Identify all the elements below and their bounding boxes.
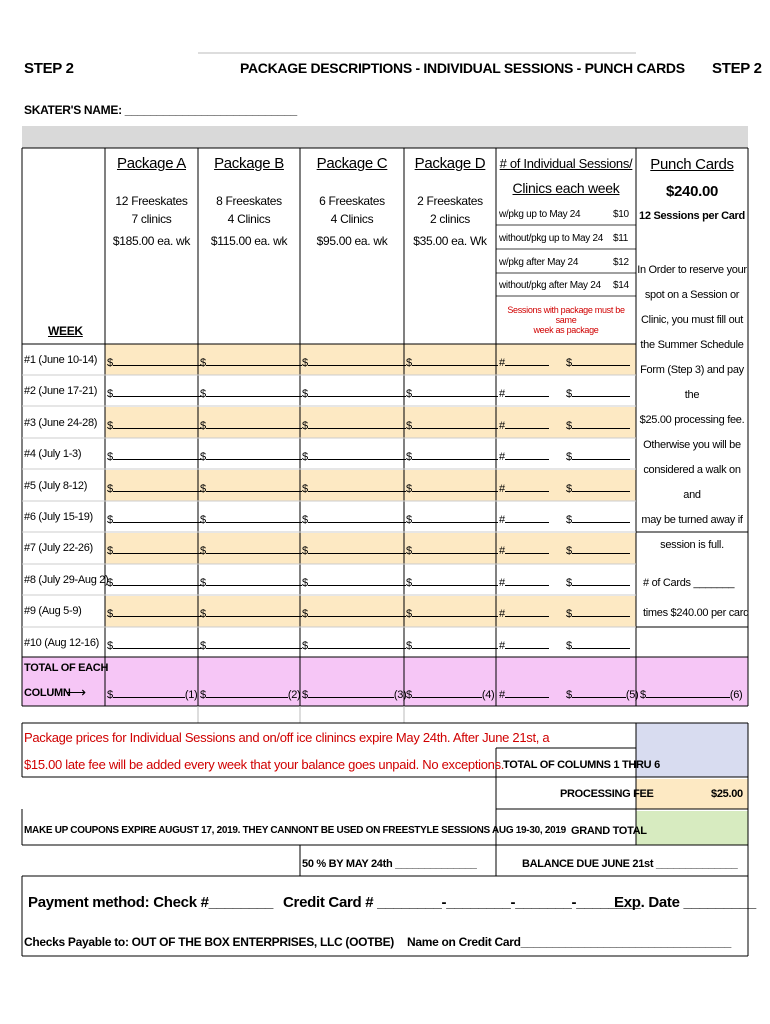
amount-blank[interactable] (412, 480, 498, 492)
amount-field[interactable] (200, 417, 302, 432)
count-blank[interactable] (505, 542, 549, 554)
amount-field[interactable] (302, 448, 406, 463)
arrow-icon: ⟶ (66, 684, 86, 700)
amount-field[interactable] (302, 354, 406, 369)
amount-blank[interactable] (113, 542, 201, 554)
hash-sign: # (499, 689, 505, 701)
amount-blank[interactable] (113, 605, 201, 617)
amount-blank[interactable] (308, 542, 406, 554)
total-blank[interactable] (308, 686, 394, 698)
amount-field[interactable] (107, 417, 201, 432)
dollar-sign: $ (302, 388, 308, 401)
exp-date-field[interactable]: Exp. Date _________ (614, 894, 756, 911)
amount-blank[interactable] (113, 574, 201, 586)
amount-blank[interactable] (572, 605, 630, 617)
amount-blank[interactable] (206, 354, 302, 366)
amount-blank[interactable] (206, 542, 302, 554)
amount-field[interactable] (406, 385, 498, 400)
package-line1: 6 Freeskates (319, 194, 385, 208)
amount-blank[interactable] (572, 574, 630, 586)
column-number: (3) (393, 689, 407, 701)
dollar-sign: $ (302, 451, 308, 464)
amount-blank[interactable] (412, 542, 498, 554)
amount-blank[interactable] (206, 605, 302, 617)
punch-price: $240.00 (665, 183, 719, 200)
package-price: $35.00 ea. Wk (413, 234, 487, 248)
week-label: #6 (July 15-19) (24, 511, 93, 523)
dollar-sign: $ (406, 514, 412, 526)
dollar-sign: $ (566, 689, 572, 701)
name-on-card-field[interactable]: Name on Credit Card_________________________________ (407, 935, 731, 949)
count-blank[interactable] (505, 354, 549, 366)
amount-blank[interactable] (113, 511, 201, 523)
package-name: Package D (414, 155, 486, 172)
dollar-sign: $ (302, 608, 308, 621)
amount-blank[interactable] (308, 605, 406, 617)
rate-price: $14 (613, 280, 629, 291)
dollar-sign: $ (200, 357, 206, 369)
week-label: #7 (July 22-26) (24, 542, 93, 555)
column-total-field[interactable] (302, 686, 406, 701)
amount-blank[interactable] (308, 417, 406, 429)
sessions-count-field[interactable] (499, 511, 549, 526)
sessions-amount-field[interactable] (566, 511, 630, 526)
sessions-amount-field[interactable] (566, 448, 630, 463)
amount-field[interactable] (200, 637, 302, 652)
sessions-amount-field[interactable] (566, 637, 630, 652)
package-line1: 12 Freeskates (115, 194, 188, 208)
amount-field[interactable] (200, 480, 302, 495)
week-label: #1 (June 10-14) (24, 354, 98, 366)
amount-blank[interactable] (412, 605, 498, 617)
week-label: #2 (June 17-21) (24, 385, 98, 398)
dollar-sign: $ (406, 608, 412, 621)
column-number: (2) (287, 689, 301, 701)
sessions-count-field[interactable] (499, 354, 549, 369)
amount-field[interactable] (107, 480, 201, 495)
package-line1: 2 Freeskates (417, 194, 483, 208)
times-per-card: times $240.00 per card (643, 607, 749, 619)
amount-blank[interactable] (113, 354, 201, 366)
dollar-sign: $ (302, 576, 308, 589)
totals-label2: COLUMN (24, 687, 71, 699)
dollar-sign: $ (566, 419, 572, 432)
amount-blank[interactable] (206, 385, 302, 397)
individual-title1: # of Individual Sessions/ (499, 156, 633, 171)
punch-title: Punch Cards (650, 156, 734, 173)
amount-blank[interactable] (572, 542, 630, 554)
amount-blank[interactable] (572, 480, 630, 492)
amount-field[interactable] (200, 385, 302, 400)
punch-info-line: may be turned away if (641, 514, 743, 526)
hash-sign: # (499, 514, 505, 526)
amount-blank[interactable] (308, 354, 406, 366)
amount-field[interactable] (406, 511, 498, 526)
package-line1: 8 Freeskates (216, 194, 282, 208)
column-number: (6) (729, 689, 743, 701)
amount-field[interactable] (200, 574, 302, 589)
amount-blank[interactable] (572, 511, 630, 523)
hash-sign: # (499, 482, 505, 495)
amount-blank[interactable] (572, 354, 630, 366)
total-blank[interactable] (646, 686, 730, 698)
sessions-count-field[interactable] (499, 417, 549, 432)
dollar-sign: $ (406, 357, 412, 369)
amount-blank[interactable] (113, 385, 201, 397)
dollar-sign: $ (406, 419, 412, 432)
punch-info-line: the Summer Schedule (640, 339, 744, 351)
punch-info-line: Otherwise you will be (643, 439, 741, 451)
dollar-sign: $ (200, 689, 206, 701)
amount-field[interactable] (302, 480, 406, 495)
dollar-sign: $ (302, 482, 308, 495)
amount-blank[interactable] (206, 417, 302, 429)
step-left: STEP 2 (24, 60, 74, 77)
notice-line2: $15.00 late fee will be added every week that your balance goes unpaid. No exceptions. (24, 757, 505, 772)
count-blank[interactable] (505, 417, 549, 429)
amount-field[interactable] (302, 417, 406, 432)
rate-price: $10 (613, 209, 629, 220)
dollar-sign: $ (566, 608, 572, 621)
dollar-sign: $ (107, 514, 113, 526)
dollar-sign: $ (200, 639, 206, 652)
count-blank[interactable] (505, 511, 549, 523)
total-blank[interactable] (206, 686, 288, 698)
week-header: WEEK (48, 324, 83, 338)
amount-blank[interactable] (308, 448, 406, 460)
processing-fee-value: $25.00 (711, 788, 743, 800)
amount-field[interactable] (302, 574, 406, 589)
package-price: $185.00 ea. wk (112, 234, 191, 248)
amount-field[interactable] (107, 574, 201, 589)
amount-blank[interactable] (412, 385, 498, 397)
amount-field[interactable] (200, 448, 302, 463)
sessions-count-field[interactable] (499, 574, 549, 589)
fifty-percent-field[interactable]: 50 % BY MAY 24th ______________ (302, 858, 477, 870)
punch-info-line: In Order to reserve your (637, 264, 747, 276)
dollar-sign: $ (107, 639, 113, 652)
total-columns-label: TOTAL OF COLUMNS 1 THRU 6 (503, 759, 660, 771)
dollar-sign: $ (566, 357, 572, 369)
note-line1: Sessions with package must be same (507, 305, 625, 325)
amount-field[interactable] (107, 605, 201, 620)
dollar-sign: $ (566, 576, 572, 589)
week-label: #8 (July 29-Aug 2) (24, 573, 109, 586)
punch-info-line: session is full. (660, 539, 724, 551)
dollar-sign: $ (107, 388, 113, 401)
amount-field[interactable] (302, 605, 406, 620)
sessions-count-field[interactable] (499, 637, 549, 652)
rate-label: w/pkg up to May 24 (499, 209, 581, 220)
week-label: #9 (Aug 5-9) (24, 605, 82, 618)
sessions-count-field[interactable] (499, 448, 549, 463)
credit-card-field[interactable]: Credit Card # ________-________-_______-________ (283, 894, 641, 911)
dollar-sign: $ (200, 608, 206, 621)
dollar-sign: $ (200, 514, 206, 526)
note-line2: week as package (533, 325, 599, 335)
dollar-sign: $ (107, 482, 113, 495)
count-blank[interactable] (505, 574, 549, 586)
coupons-notice: MAKE UP COUPONS EXPIRE AUGUST 17, 2019. THEY CANNONT BE USED ON FREESTYLE SESSIONS AUG 19-30, 2019 (24, 825, 566, 836)
amount-blank[interactable] (572, 385, 630, 397)
amount-field[interactable] (406, 480, 498, 495)
column-total-field[interactable] (406, 686, 494, 701)
hash-sign: # (499, 388, 505, 401)
amount-blank[interactable] (572, 417, 630, 429)
amount-field[interactable] (107, 542, 201, 557)
amount-field[interactable] (406, 417, 498, 432)
amount-field[interactable] (200, 542, 302, 557)
hash-sign: # (499, 639, 505, 652)
hash-sign: # (499, 608, 505, 621)
amount-field[interactable] (406, 448, 498, 463)
week-label: #5 (July 8-12) (24, 479, 88, 492)
amount-field[interactable] (406, 354, 498, 369)
amount-field[interactable] (302, 511, 406, 526)
amount-field[interactable] (406, 542, 498, 557)
amount-blank[interactable] (412, 511, 498, 523)
dollar-sign: $ (200, 482, 206, 495)
dollar-sign: $ (302, 639, 308, 652)
week-label: #10 (Aug 12-16) (24, 636, 99, 649)
package-name: Package C (316, 155, 388, 172)
amount-field[interactable] (302, 542, 406, 557)
amount-field[interactable] (107, 354, 201, 369)
sessions-amount-field[interactable] (566, 574, 630, 589)
package-name: Package A (116, 155, 187, 172)
hash-sign: # (499, 419, 505, 432)
punch-info-line: $25.00 processing fee. (639, 414, 745, 426)
dollar-sign: $ (566, 451, 572, 464)
sessions-amount-field[interactable] (566, 480, 630, 495)
dollar-sign: $ (406, 388, 412, 401)
amount-blank[interactable] (308, 637, 406, 649)
amount-field[interactable] (406, 637, 498, 652)
totals-label1: TOTAL OF EACH (24, 662, 109, 674)
week-label: #3 (June 24-28) (24, 416, 98, 429)
amount-blank[interactable] (308, 385, 406, 397)
dollar-sign: $ (302, 357, 308, 369)
count-blank[interactable] (505, 480, 549, 492)
balance-due-field[interactable]: BALANCE DUE JUNE 21st ______________ (522, 858, 738, 870)
amount-blank[interactable] (206, 480, 302, 492)
package-line2: 2 clinics (430, 212, 470, 226)
column-total-field[interactable] (200, 686, 300, 701)
column-number: (1) (184, 689, 198, 701)
amount-blank[interactable] (206, 448, 302, 460)
grand-total-label: GRAND TOTAL (571, 825, 647, 837)
dollar-sign: $ (406, 482, 412, 495)
hash-sign: # (499, 576, 505, 589)
dollar-sign: $ (107, 357, 113, 369)
amount-field[interactable] (107, 448, 201, 463)
dollar-sign: $ (107, 545, 113, 558)
dollar-sign: $ (566, 482, 572, 495)
dollar-sign: $ (200, 388, 206, 401)
hash-sign: # (499, 545, 505, 558)
rate-label: without/pkg up to May 24 (499, 233, 603, 244)
amount-blank[interactable] (206, 511, 302, 523)
amount-blank[interactable] (412, 448, 498, 460)
punch-info-line: spot on a Session or (644, 289, 740, 301)
dollar-sign: $ (107, 451, 113, 464)
amount-field[interactable] (302, 637, 406, 652)
dollar-sign: $ (640, 689, 646, 701)
dollar-sign: $ (406, 576, 412, 589)
total-blank[interactable] (412, 686, 482, 698)
sessions-count-field[interactable] (499, 480, 549, 495)
dollar-sign: $ (200, 576, 206, 589)
sessions-amount-field[interactable] (566, 385, 630, 400)
amount-blank[interactable] (206, 574, 302, 586)
dollar-sign: $ (302, 419, 308, 432)
count-blank[interactable] (505, 637, 549, 649)
rate-label: w/pkg after May 24 (499, 257, 579, 268)
count-blank[interactable] (505, 686, 549, 698)
hash-sign: # (499, 357, 505, 369)
count-blank[interactable] (505, 385, 549, 397)
dollar-sign: $ (406, 545, 412, 558)
amount-blank[interactable] (308, 574, 406, 586)
dollar-sign: $ (302, 689, 308, 701)
amount-field[interactable] (107, 511, 201, 526)
hash-sign: # (499, 451, 505, 464)
num-cards-field[interactable]: # of Cards _______ (643, 577, 735, 589)
amount-blank[interactable] (206, 637, 302, 649)
sessions-count-field[interactable] (499, 605, 549, 620)
dollar-sign: $ (566, 514, 572, 526)
amount-field[interactable] (200, 354, 302, 369)
amount-field[interactable] (406, 574, 498, 589)
amount-blank[interactable] (412, 354, 498, 366)
punch-info-line: Form (Step 3) and pay the (640, 364, 744, 401)
total-blank[interactable] (113, 686, 185, 698)
package-name: Package B (214, 155, 284, 172)
punch-info-line: Clinic, you must fill out (641, 314, 743, 326)
sessions-count-field[interactable] (499, 385, 549, 400)
sessions-total-count[interactable] (499, 686, 549, 701)
amount-field[interactable] (107, 637, 201, 652)
punch-sessions: 12 Sessions per Card (639, 210, 745, 222)
column-total-field[interactable] (640, 686, 742, 701)
column-total-field[interactable] (566, 686, 638, 701)
week-label: #4 (July 1-3) (24, 448, 82, 461)
dollar-sign: $ (107, 419, 113, 432)
column-total-field[interactable] (107, 686, 197, 701)
dollar-sign: $ (200, 419, 206, 432)
amount-blank[interactable] (412, 417, 498, 429)
total-blank[interactable] (572, 686, 626, 698)
dollar-sign: $ (406, 689, 412, 701)
amount-blank[interactable] (572, 448, 630, 460)
amount-blank[interactable] (308, 480, 406, 492)
dollar-sign: $ (200, 545, 206, 558)
sessions-amount-field[interactable] (566, 605, 630, 620)
dollar-sign: $ (107, 576, 113, 589)
dollar-sign: $ (302, 514, 308, 526)
amount-blank[interactable] (113, 480, 201, 492)
dollar-sign: $ (302, 545, 308, 558)
sessions-count-field[interactable] (499, 542, 549, 557)
amount-blank[interactable] (412, 637, 498, 649)
dollar-sign: $ (566, 388, 572, 401)
package-line2: 4 Clinics (227, 212, 271, 226)
amount-field[interactable] (200, 605, 302, 620)
dollar-sign: $ (107, 689, 113, 701)
processing-fee-label: PROCESSING FEE (560, 788, 654, 800)
amount-blank[interactable] (113, 448, 201, 460)
amount-blank[interactable] (308, 511, 406, 523)
amount-field[interactable] (406, 605, 498, 620)
amount-blank[interactable] (572, 637, 630, 649)
step-right: STEP 2 (712, 60, 762, 77)
individual-title2: Clinics each week (512, 180, 620, 196)
package-line2: 7 clinics (131, 212, 172, 226)
dollar-sign: $ (566, 639, 572, 652)
amount-blank[interactable] (113, 417, 201, 429)
check-number-field[interactable]: Payment method: Check #________ (28, 894, 273, 911)
amount-field[interactable] (200, 511, 302, 526)
notice-line1: Package prices for Individual Sessions and on/off ice clinincs expire May 24th. After June 21st, a (24, 730, 550, 745)
amount-blank[interactable] (113, 637, 201, 649)
package-price: $95.00 ea. wk (316, 234, 388, 248)
column-number: (5) (625, 689, 639, 701)
checks-payable: Checks Payable to: OUT OF THE BOX ENTERPRISES, LLC (OOTBE) (24, 935, 394, 949)
rate-label: without/pkg after May 24 (499, 280, 601, 291)
punch-info (636, 258, 748, 558)
count-blank[interactable] (505, 448, 549, 460)
sessions-amount-field[interactable] (566, 542, 630, 557)
punch-info-line: considered a walk on and (643, 464, 741, 501)
rate-price: $12 (613, 257, 629, 268)
package-line2: 4 Clinics (330, 212, 374, 226)
dollar-sign: $ (566, 545, 572, 558)
page-title: PACKAGE DESCRIPTIONS - INDIVIDUAL SESSIONS - PUNCH CARDS (240, 60, 685, 76)
dollar-sign: $ (406, 451, 412, 464)
rate-price: $11 (613, 233, 629, 244)
dollar-sign: $ (200, 451, 206, 464)
amount-blank[interactable] (412, 574, 498, 586)
sessions-amount-field[interactable] (566, 417, 630, 432)
skater-name-field[interactable]: SKATER'S NAME: ___________________________ (24, 103, 297, 117)
package-price: $115.00 ea. wk (210, 234, 288, 248)
count-blank[interactable] (505, 605, 549, 617)
dollar-sign: $ (406, 639, 412, 652)
amount-field[interactable] (302, 385, 406, 400)
column-number: (4) (481, 689, 495, 701)
sessions-amount-field[interactable] (566, 354, 630, 369)
dollar-sign: $ (107, 608, 113, 621)
amount-field[interactable] (107, 385, 201, 400)
